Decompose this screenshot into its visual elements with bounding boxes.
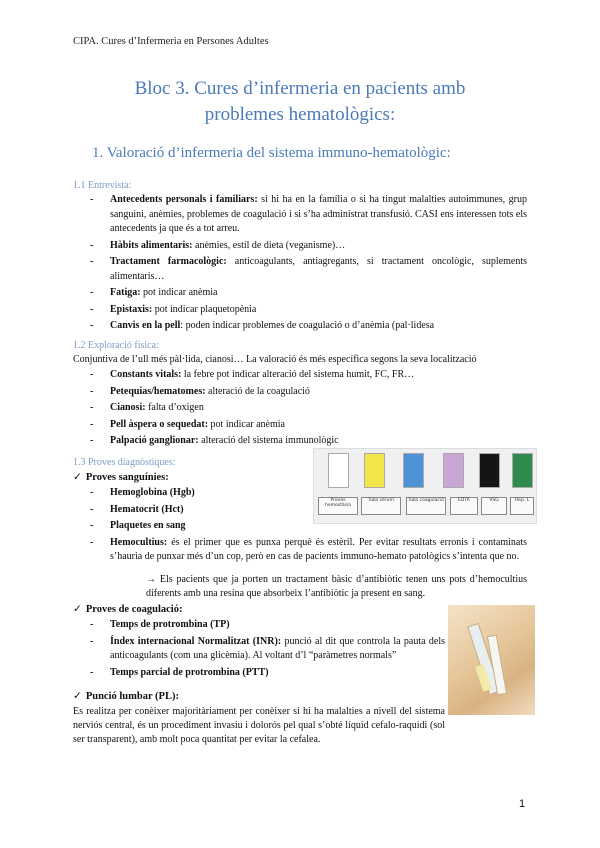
list-item: - Temps de protrombina (TP) xyxy=(73,618,445,633)
puncio-lumbar-heading: ✓ Punció lumbar (PL): xyxy=(73,691,179,702)
running-header: CIPA. Cures d’Infermeria en Persones Adultes xyxy=(73,36,269,47)
exploracio-list xyxy=(73,368,527,451)
proves-coagulacio-heading: ✓ Proves de coagulació: xyxy=(73,604,183,615)
entrevista-list xyxy=(73,193,527,336)
page-title xyxy=(60,76,540,128)
list-item: - Fatiga: pot indicar anèmia xyxy=(73,286,527,301)
list-item: - Tractament farmacològic: anticoagulants, antiagregants, si tractament oncològic, suplements alimentaris… xyxy=(73,255,527,284)
title-line-1: Bloc 3. Cures d’infermeria en pacients amb xyxy=(134,78,466,99)
list-item: - Pell àspera o sequedat: pot indicar anèmia xyxy=(73,418,527,433)
list-item: - Plaquetes en sang xyxy=(73,519,527,534)
sanguinies-list xyxy=(73,486,527,567)
subsection-proves-heading: 1.3 Proves diagnòstiques: xyxy=(73,457,176,468)
list-item: - Temps parcial de protrombina (PTT) xyxy=(73,666,445,681)
list-item: - Petequias/hematomes: alteració de la coagulació xyxy=(73,385,527,400)
tube-black xyxy=(479,453,500,488)
tube-label: Proves hemostàsia xyxy=(318,497,358,515)
tube-blue xyxy=(403,453,424,488)
list-item: - Antecedents personals i familiars: si hi ha en la família o si ha tingut malalties autoimmunes, grup sanguini, anèmies, problemes de coagulació i si s’ha administrat transfusió. CASI ens interessen tots els antecedents ja que és a tot arreu. xyxy=(73,193,527,237)
exploracio-intro: Conjuntiva de l’ull més pàl·lida, cianosi… La valoració és més específica segons la seva localització xyxy=(73,354,477,365)
hemocultius-arrow-note: → Els pacients que ja porten un tractament bàsic d’antibiòtic tenen uns pots d’hemocultius diferents amb una resina que absorbeix l’antibiòtic ja present en sang. xyxy=(146,574,527,599)
tube-label: Tubs coagulació xyxy=(406,497,446,515)
list-item: - Hemoglobina (Hgb) xyxy=(73,486,527,501)
tube-label: EDTA xyxy=(450,497,478,515)
puncio-lumbar-text: Es realitza per conèixer majoritàriament per conèixer si hi ha malalties a nivell del sistema nerviós central, és un procediment invasiu i dolorós pel qual s’obté líquid cefalo-raquidi (sol ser transparent), amb molt poca quantitat per evitar la cefalea. xyxy=(73,706,445,745)
list-item: - Palpació ganglionar: alteració del sistema immunològic xyxy=(73,434,527,449)
list-item: - Cianosi: falta d’oxigen xyxy=(73,401,527,416)
tube-purple xyxy=(443,453,464,488)
tube-yellow xyxy=(364,453,385,488)
list-item: - Índex internacional Normalitzat (INR): punció al dit que controla la pauta dels anticoagulants (com una glicèmia). Al voltant d’l “paràmetres normals” xyxy=(73,635,445,664)
checkmark-icon: ✓ xyxy=(73,472,82,483)
list-item: - Canvis en la pell: poden indicar problemes de coagulació o d’anèmia (pal·lidesa xyxy=(73,319,527,334)
list-item: - Hematocrit (Hct) xyxy=(73,503,527,518)
tube-label: VSG xyxy=(481,497,507,515)
list-item: - Hemocultius: és el primer que es punxa perquè és estèril. Per evitar resultats erronis i contaminats s’hauria de punxar més d’un cop, però en cas de pacients immuno-hemato patològics s’intenta que no. xyxy=(73,536,527,565)
lumbar-puncture-photo xyxy=(448,605,535,715)
list-item: - Hàbits alimentaris: anèmies, estil de dieta (veganisme)… xyxy=(73,239,527,254)
subsection-exploracio-heading: 1.2 Exploració física: xyxy=(73,340,159,351)
tube-label: Hep. L xyxy=(510,497,534,515)
checkmark-icon: ✓ xyxy=(73,691,82,702)
page-number: 1 xyxy=(519,798,526,810)
tube-green xyxy=(512,453,533,488)
tube-label: Tubs sèrum xyxy=(361,497,401,515)
list-item: - Epistaxis: pot indicar plaquetopènia xyxy=(73,303,527,318)
coagulacio-list xyxy=(73,618,445,682)
checkmark-icon: ✓ xyxy=(73,604,82,615)
section-1-title: 1. Valoració d’infermeria del sistema immuno-hematològic: xyxy=(92,145,451,161)
proves-sanguinies-heading: ✓ Proves sanguínies: xyxy=(73,472,169,483)
subsection-entrevista-heading: 1.1 Entrevista: xyxy=(73,180,132,191)
title-line-2: problemes hematològics: xyxy=(204,104,396,125)
list-item: - Constants vitals: la febre pot indicar alteració del sistema humit, FC, FR… xyxy=(73,368,527,383)
tube-white xyxy=(328,453,349,488)
